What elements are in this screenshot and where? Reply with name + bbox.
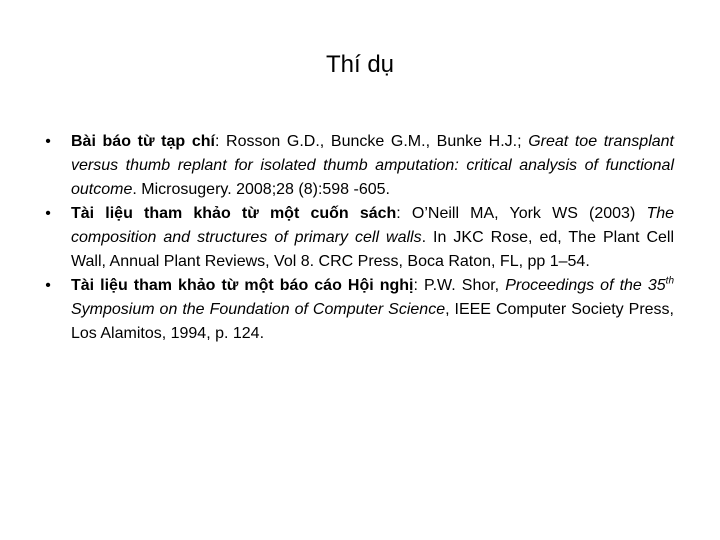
ordinal-suffix: th [665, 275, 675, 287]
reference-type-label: Tài liệu tham khảo từ một cuốn sách [71, 205, 397, 222]
reference-title: Great toe transplant versus thumb replant for isolated thumb amputation: critical analysis of functional outcome [71, 133, 675, 198]
bullet-icon: • [45, 133, 51, 150]
label-separator: : [396, 205, 412, 222]
reference-title: The composition and structures of primary cell walls [71, 205, 675, 246]
label-separator: : [413, 277, 424, 294]
reference-title-part-1: Proceedings of the 35 [505, 277, 666, 294]
bullet-icon: • [45, 205, 51, 222]
reference-source: , IEEE Computer Society Press, Los Alamitos, 1994, p. 124. [71, 301, 674, 342]
reference-source: . In JKC Rose, ed, The Plant Cell Wall, Annual Plant Reviews, Vol 8. CRC Press, Boca Raton, FL, pp 1–54. [71, 229, 675, 270]
reference-authors: O’Neill MA, York WS (2003) [411, 205, 647, 222]
reference-authors: Rosson G.D., Buncke G.M., Bunke H.J.; [226, 133, 529, 150]
reference-source: . Microsugery. 2008;28 (8):598 -605. [132, 181, 390, 198]
reference-item-journal [40, 130, 674, 202]
reference-type-label: Bài báo từ tạp chí [71, 133, 215, 150]
label-separator: : [214, 133, 227, 150]
slide-title: Thí dụ [325, 51, 395, 78]
reference-authors: P.W. Shor, [424, 277, 506, 294]
reference-item-conference [40, 274, 674, 346]
reference-list [40, 130, 674, 346]
reference-type-label: Tài liệu tham khảo từ một báo cáo Hội nghị [71, 277, 414, 294]
reference-item-book [40, 202, 674, 274]
reference-title-part-2: Symposium on the Foundation of Computer Science [71, 301, 446, 318]
bullet-icon: • [45, 277, 51, 294]
